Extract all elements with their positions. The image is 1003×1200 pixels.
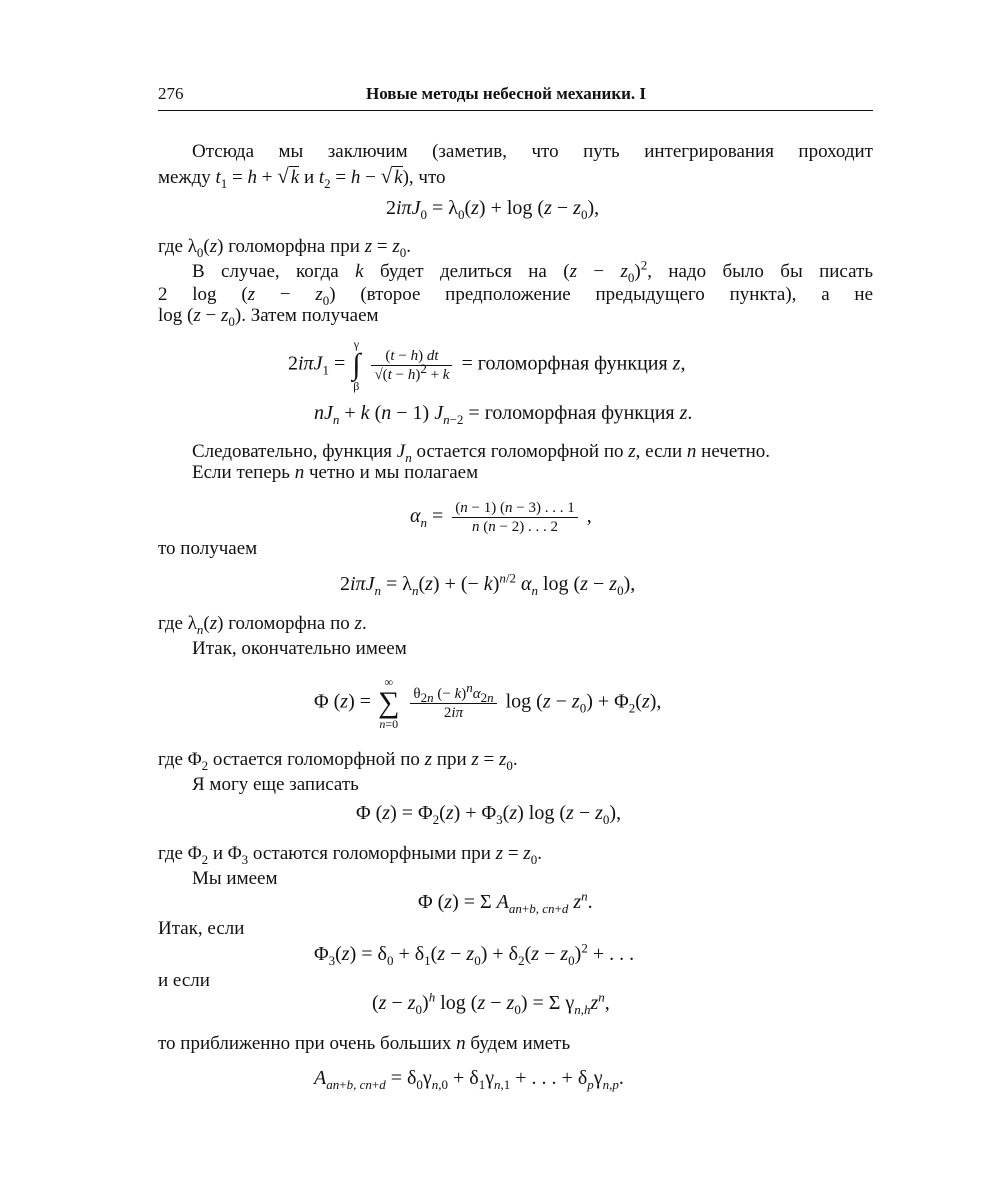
running-title: Новые методы небесной механики. I	[366, 84, 647, 103]
text-line: где $\Phi_2$ и $\Phi_3$ остаются голоморфными при $z = z_0$.	[158, 843, 542, 867]
text-line: то получаем	[158, 538, 258, 559]
text-line: Итак, окончательно имеем	[192, 638, 407, 659]
equation: $nJ_n + k$ (n − 1) $J_{n-2}$ = голоморфная функция z.	[314, 402, 693, 427]
text-line: $\log (z - z_0)$. Затем получаем	[158, 305, 379, 329]
text-line: где $\Phi_2$ остается голоморфной по z при $z = z_0$.	[158, 749, 518, 773]
equation: Φ $(z) = \Phi_2(z) + \Phi_3(z)$ $\log (z - z_0)$,	[356, 802, 622, 827]
equation: $2i\pi J_0 = \lambda_0(z) + \log (z - z_0)$,	[386, 197, 600, 222]
equation: $A_{an+b, cn+d} = \delta_0\gamma_{n,0} + \delta_1\gamma_{n,1}$ + . . . + $\delta_p\gamma_{n,p}$.	[314, 1067, 624, 1092]
equation: Φ (z) = Σ $A_{an+b, cn+d}$ $z^n$.	[418, 888, 593, 916]
equation: $(z - z_0)^h$ $\log (z - z_0) = \Sigma$ $\gamma_{n,h}z^n$,	[372, 989, 610, 1017]
page-number: 276	[158, 84, 184, 103]
text-line: и если	[158, 970, 210, 991]
text-line: Отсюда мы заключим (заметив, что путь интегрирования проходит	[192, 141, 873, 162]
text-line: В случае, когда k будет делиться на $(z - z_0)^2$, надо было бы писать	[192, 257, 874, 285]
running-header	[158, 84, 873, 111]
equation: $\Phi_3(z) = \delta_0 + \delta_1(z - z_0) + \delta_2(z - z_0)^2$ + . . .	[314, 940, 635, 968]
text-line: Мы имеем	[192, 868, 278, 889]
equation: 2iπJ$_1$ = γ ∫ β $\frac{(t - h) dt}{√(t - h)^2 + k}$ = голоморфная функция z,	[288, 337, 686, 393]
equation: $2i\pi J_n = \lambda_n(z)$ + (− k)$^{n/2}$ $\alpha_n$ $\log (z - z_0)$,	[340, 570, 636, 598]
equation: Φ (z) = ∞ ∑ n=0 $\frac{\theta_{2n} (- k)^n\alpha_{2n}}{2i\pi}$ $\log (z - z_0) + \Phi_2(z)$,	[314, 675, 662, 731]
text-line: Если теперь n четно и мы полагаем	[192, 462, 479, 483]
text-line: где $\lambda_0(z)$ голоморфна при $z = z_0$.	[158, 236, 411, 260]
equation: $\alpha_n$ = $\frac{(n - 1) (n - 3) . . . 1}{n (n - 2) . . . 2}$ ,	[410, 500, 592, 535]
text-line: то приближенно при очень больших n будем иметь	[158, 1033, 571, 1054]
text-line: Я могу еще записать	[192, 774, 359, 795]
text-line: Итак, если	[158, 918, 245, 939]
text-line: где $\lambda_n(z)$ голоморфна по z.	[158, 613, 367, 637]
text-line: между $t_1 = h$ + √ k и $t_2 = h$ − √ k), что	[158, 164, 446, 191]
text-line: 2 $\log (z - z_0)$ (второе предположение предыдущего пункта), а не	[158, 284, 874, 308]
text-line: Следовательно, функция $J_n$ остается голоморфной по z, если n нечетно.	[192, 441, 771, 465]
